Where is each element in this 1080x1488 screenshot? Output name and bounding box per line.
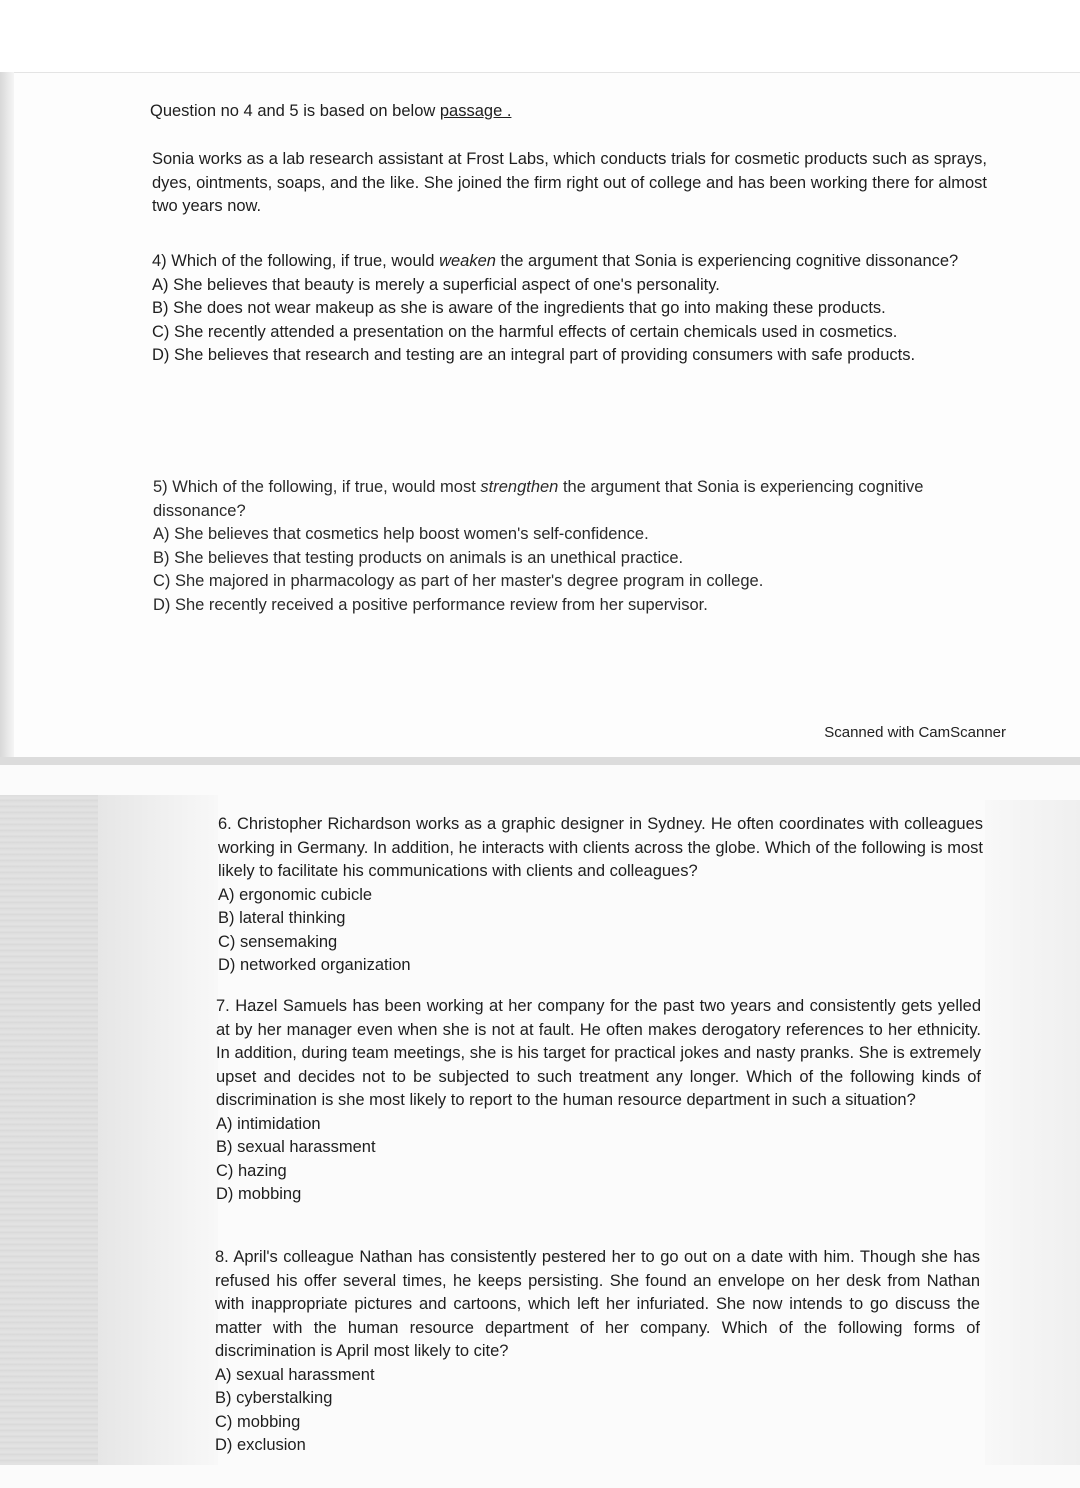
passage-text — [152, 148, 987, 219]
page-divider — [0, 757, 1080, 765]
question-8-stem: 8. April's colleague Nathan has consistently pestered her to go out on a date with him. Though she has refused his offer several times, he keeps persisting. She found an envelope on her desk from Nathan with inappropriate pictures and cartoons, which left her infuriated. She now intends to go discuss the matter with the human resource department of her company. Which of the following forms of discrimination is April most likely to cite? — [215, 1248, 980, 1360]
q4-option-c: C) She recently attended a presentation on the harmful effects of certain chemicals used in cosmetics. — [152, 322, 898, 341]
q8-option-b: B) cyberstalking — [215, 1389, 333, 1407]
heading-text: Question no 4 and 5 is based on below — [150, 102, 440, 120]
q8-option-a: A) sexual harassment — [215, 1365, 375, 1384]
q5-option-c: C) She majored in pharmacology as part of her master's degree program in college. — [153, 572, 764, 590]
question-6 — [218, 813, 983, 978]
page-2-left-shadow — [0, 795, 98, 1465]
q8-option-c: C) mobbing — [215, 1412, 301, 1431]
q7-option-b: B) sexual harassment — [216, 1138, 376, 1156]
question-8 — [215, 1246, 980, 1458]
q7-option-c: C) hazing — [216, 1161, 287, 1180]
passage-paragraph: Sonia works as a lab research assistant at Frost Labs, which conducts trials for cosmetic products such as sprays, dyes, ointments, soaps, and the like. She joined the firm right out of college and has been working there for almost two years now. — [152, 150, 987, 215]
q7-option-d: D) mobbing — [216, 1185, 302, 1203]
page-2-right-shadow — [985, 800, 1080, 1465]
question-6-stem: 6. Christopher Richardson works as a graphic designer in Sydney. He often coordinates with colleagues working in Germany. In addition, he interacts with clients across the globe. Which of the following is most likely to facilitate his communications with clients and colleagues? — [218, 815, 983, 880]
question-7-stem: 7. Hazel Samuels has been working at her company for the past two years and consistently gets yelled at by her manager even when she is not at fault. He often makes derogatory references to her ethnicity. In addition, during team meetings, she is his target for practical jokes and nasty pranks. She is extremely upset and decides not to be subjected to such treatment any longer. Which of the following kinds of discrimination is she most likely to report to the human resource department in such a situation? — [216, 997, 981, 1109]
q6-option-b: B) lateral thinking — [218, 909, 346, 927]
heading-link: passage . — [439, 102, 512, 120]
q6-option-c: C) sensemaking — [218, 932, 338, 951]
q5-stem-emphasis: strengthen — [480, 478, 559, 496]
q4-stem-emphasis: weaken — [439, 252, 496, 270]
question-4-stem — [152, 250, 977, 274]
question-4 — [152, 250, 977, 368]
q8-option-d: D) exclusion — [215, 1436, 306, 1454]
camscanner-watermark: Scanned with CamScanner — [824, 724, 1006, 741]
q4-stem-start: 4) Which of the following, if true, would — [152, 252, 440, 270]
q6-option-d: D) networked organization — [218, 956, 411, 974]
page-1-left-edge — [0, 72, 14, 760]
passage-heading — [150, 100, 990, 124]
page-2-left-band — [98, 795, 218, 1465]
q4-option-a: A) She believes that beauty is merely a superficial aspect of one's personality. — [152, 275, 720, 294]
q4-option-d: D) She believes that research and testing are an integral part of providing consumers with safe products. — [152, 346, 916, 364]
q5-option-a: A) She believes that cosmetics help boost women's self-confidence. — [153, 525, 649, 543]
q7-option-a: A) intimidation — [216, 1114, 321, 1133]
q5-stem-end: the argument that Sonia is experiencing cognitive dissonance? — [153, 478, 924, 520]
question-5 — [153, 476, 971, 617]
q4-option-b: B) She does not wear makeup as she is aware of the ingredients that go into making these products. — [152, 299, 886, 317]
q6-option-a: A) ergonomic cubicle — [218, 885, 373, 904]
q5-stem-start: 5) Which of the following, if true, would most — [153, 478, 481, 496]
question-5-stem — [153, 476, 971, 523]
q4-stem-end: the argument that Sonia is experiencing cognitive dissonance? — [495, 252, 959, 270]
question-7 — [216, 995, 981, 1207]
q5-option-b: B) She believes that testing products on animals is an unethical practice. — [153, 548, 684, 567]
q5-option-d: D) She recently received a positive performance review from her supervisor. — [153, 595, 708, 614]
